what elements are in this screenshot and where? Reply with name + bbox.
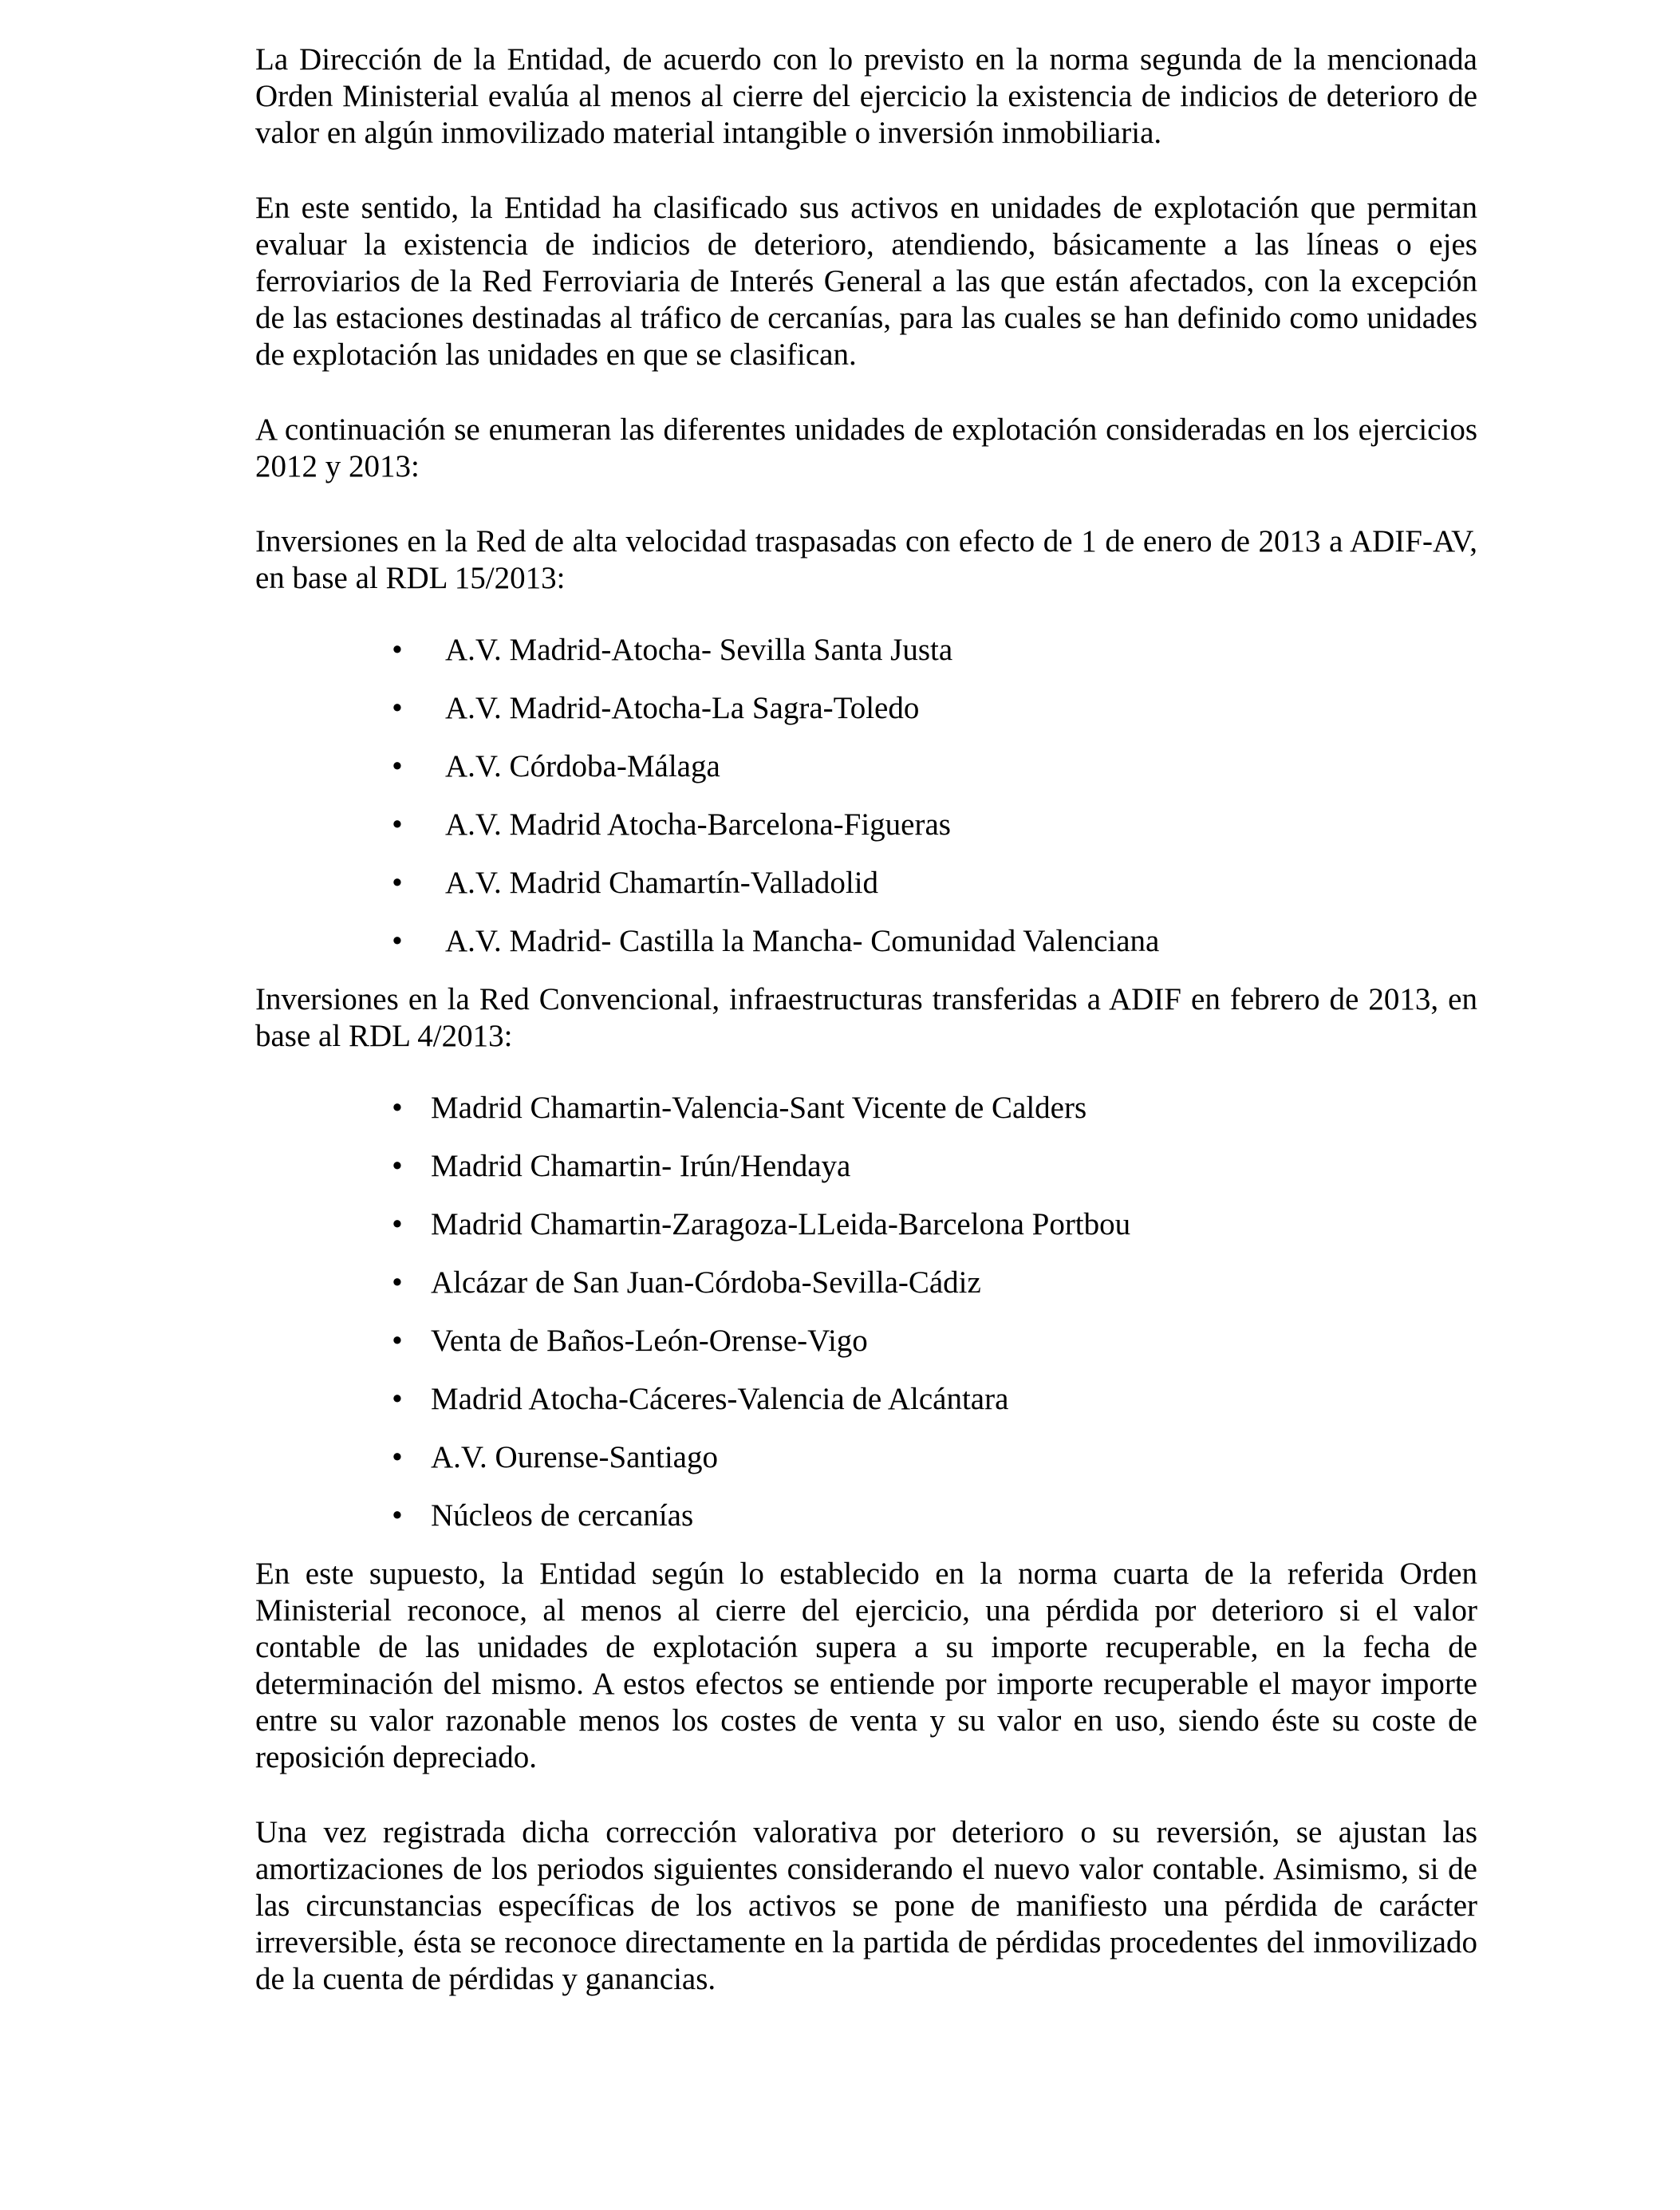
list-item: • Venta de Baños-León-Orense-Vigo bbox=[255, 1323, 1477, 1360]
paragraph-reversal: Una vez registrada dicha corrección valorativa por deterioro o su reversión, se ajustan las amortizaciones de los periodos siguientes considerando el nuevo valor contable. Asimismo, si de las circunstancias específicas de los activos se pone de manifiesto una pérdida de carácter irreversible, ésta se reconoce directamente en la partida de pérdidas procedentes del inmovilizado de la cuenta de pérdidas y ganancias. bbox=[255, 1815, 1477, 1996]
bullet-icon: • bbox=[392, 1149, 403, 1183]
list-item: • Núcleos de cercanías bbox=[255, 1498, 1477, 1534]
bullet-icon: • bbox=[392, 1091, 403, 1125]
bullet-icon: • bbox=[392, 1498, 403, 1533]
paragraph-classification: En este sentido, la Entidad ha clasificado sus activos en unidades de explotación que permitan evaluar la existencia de indicios de deterioro, atendiendo, básicamente a las líneas o ejes ferroviarios de la Red Ferroviaria de Interés General a las que están afectados, con la excepción de las estaciones destinadas al tráfico de cercanías, para las cuales se han definido como unidades de explotación las unidades en que se clasifican. bbox=[255, 191, 1477, 372]
list-item: • A.V. Ourense-Santiago bbox=[255, 1439, 1477, 1476]
list-item: • Alcázar de San Juan-Córdoba-Sevilla-Cádiz bbox=[255, 1265, 1477, 1301]
bullet-icon: • bbox=[392, 1207, 403, 1241]
bullet-icon: • bbox=[392, 691, 403, 725]
bullet-icon: • bbox=[392, 866, 403, 900]
conventional-units-list bbox=[255, 1090, 1477, 1534]
list-item: • A.V. Madrid-Atocha- Sevilla Santa Justa bbox=[255, 632, 1477, 669]
bullet-icon: • bbox=[392, 749, 403, 783]
list-item: • Madrid Atocha-Cáceres-Valencia de Alcántara bbox=[255, 1381, 1477, 1418]
paragraph-impairment: En este supuesto, la Entidad según lo establecido en la norma cuarta de la referida Orden Ministerial reconoce, al menos al cierre del ejercicio, una pérdida por deterioro si el valor contable de las unidades de explotación supera a su importe recuperable, en la fecha de determinación del mismo. A estos efectos se entiende por importe recuperable el mayor importe entre su valor razonable menos los costes de venta y su valor en uso, siendo éste su coste de reposición depreciado. bbox=[255, 1557, 1477, 1774]
paragraph-conv-intro: Inversiones en la Red Convencional, infraestructuras transferidas a ADIF en febrero de 2013, en base al RDL 4/2013: bbox=[255, 982, 1477, 1053]
bullet-icon: • bbox=[392, 1324, 403, 1358]
paragraph-av-intro: Inversiones en la Red de alta velocidad traspasadas con efecto de 1 de enero de 2013 a ADIF-AV, en base al RDL 15/2013: bbox=[255, 524, 1477, 595]
bullet-icon: • bbox=[392, 1440, 403, 1474]
document-page bbox=[255, 41, 1477, 1998]
av-units-list bbox=[255, 632, 1477, 960]
bullet-icon: • bbox=[392, 807, 403, 842]
list-item: • A.V. Córdoba-Málaga bbox=[255, 748, 1477, 785]
list-item: • A.V. Madrid- Castilla la Mancha- Comunidad Valenciana bbox=[255, 923, 1477, 960]
list-item: • A.V. Madrid Atocha-Barcelona-Figueras bbox=[255, 807, 1477, 843]
bullet-icon: • bbox=[392, 1265, 403, 1300]
bullet-icon: • bbox=[392, 1382, 403, 1416]
list-item: • Madrid Chamartin-Zaragoza-LLeida-Barcelona Portbou bbox=[255, 1206, 1477, 1243]
bullet-icon: • bbox=[392, 924, 403, 958]
list-item: • Madrid Chamartin-Valencia-Sant Vicente de Calders bbox=[255, 1090, 1477, 1127]
list-item: • Madrid Chamartin- Irún/Hendaya bbox=[255, 1148, 1477, 1185]
list-item: • A.V. Madrid-Atocha-La Sagra-Toledo bbox=[255, 690, 1477, 727]
list-item: • A.V. Madrid Chamartín-Valladolid bbox=[255, 865, 1477, 902]
bullet-icon: • bbox=[392, 633, 403, 667]
paragraph-intro: La Dirección de la Entidad, de acuerdo con lo previsto en la norma segunda de la mencionada Orden Ministerial evalúa al menos al cierre del ejercicio la existencia de indicios de deterioro de valor en algún inmovilizado material intangible o inversión inmobiliaria. bbox=[255, 42, 1477, 150]
paragraph-units-intro: A continuación se enumeran las diferentes unidades de explotación consideradas en los ejercicios 2012 y 2013: bbox=[255, 412, 1477, 483]
